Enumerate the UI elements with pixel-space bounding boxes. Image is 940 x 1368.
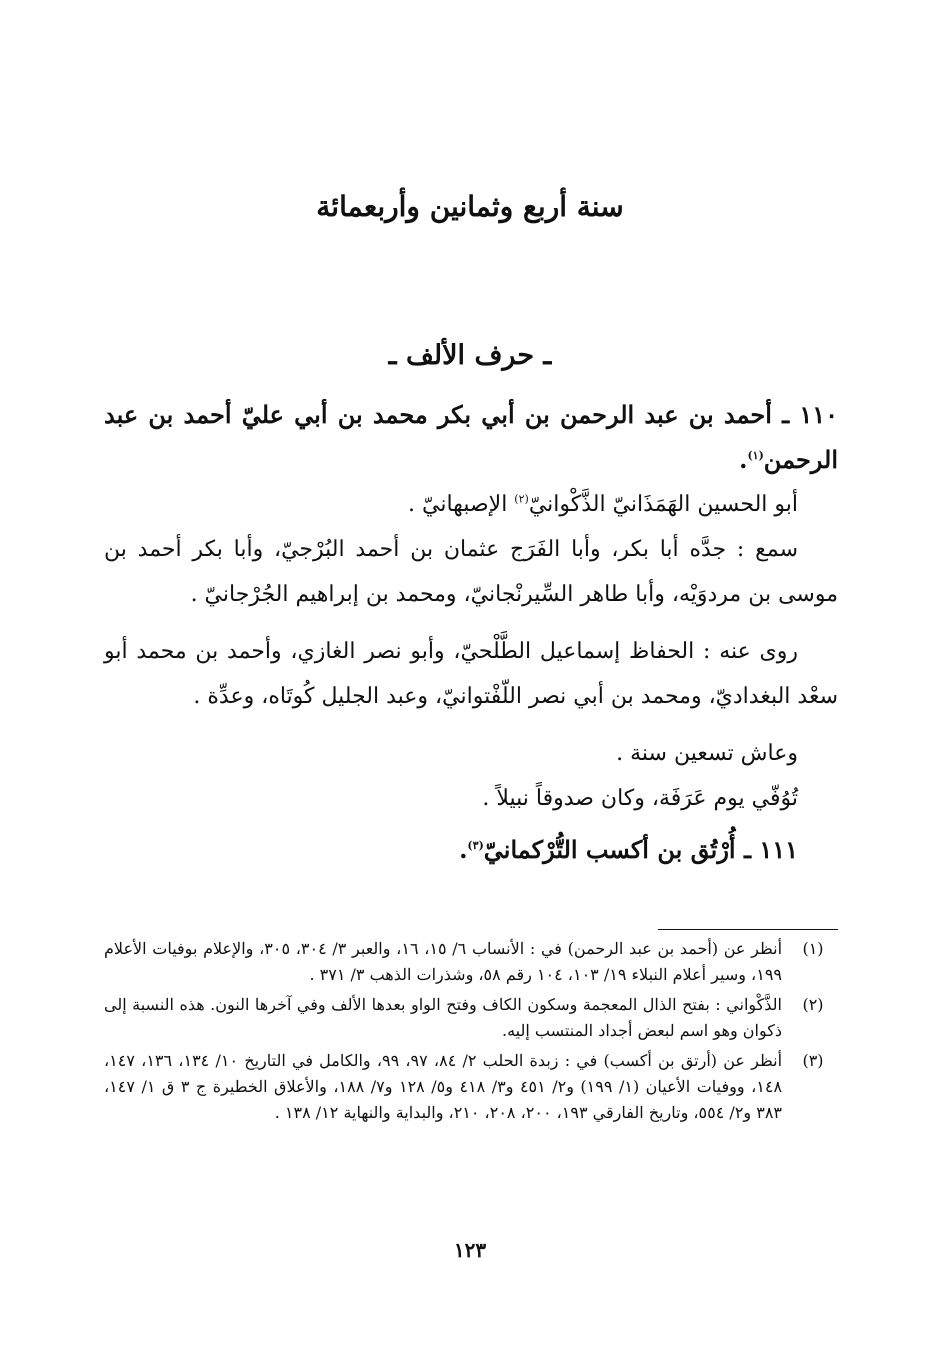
footnote-text: أنظر عن (أحمد بن عبد الرحمن) في : الأنساب ٦/ ١٥، ١٦، والعبر ٣/ ٣٠٤، ٣٠٥، والإعلام بوفيات الأعلام ١٩٩، وسير أعلام النبلاء ١٩/ ١٠٣، ١٠٤ رقم ٥٨، وشذرات الذهب ٣/ ٣٧١ .: [104, 939, 783, 984]
entry-111-heading-text: ١١١ ـ أُرْتُق بن أكسب التُّرْكمانيّ: [483, 835, 798, 864]
section-heading: ـ حرف الألف ـ: [388, 340, 552, 371]
entry-110-heading: [104, 392, 838, 482]
entry-110-kunya-end: الإصبهانيّ .: [408, 492, 515, 517]
entry-110-narrators: روى عنه : الحفاظ إسماعيل الطَّلْحيّ، وأبو نصر الغازي، وأحمد بن محمد أبو سعْد البغداديّ، ومحمد بن أبي نصر اللّفْتوانيّ، وعبد الجليل كُوتَاه، وعدِّة .: [104, 639, 838, 709]
footnote-ref-3: (٣): [467, 839, 484, 852]
page-number: ١٢٣: [453, 1238, 487, 1262]
footnote-text: أنظر عن (أرتق بن أكسب) في : زبدة الحلب ٢/ ٨٤، ٩٧، ٩٩، والكامل في التاريخ ١٠/ ١٣٤، ١٣٦، ١٤٧، ١٤٨، ووفيات الأعيان (١/ ١٩٩) و٢/ ٤٥١ و٣/ ٤١٨ و٥/ ١٢٨ و٧/ ١٨٨، والأعلاق الخطيرة ج ٣ ق ١/ ١٤٧، ٣٨٣ و٢/ ٥٥٤، وتاريخ الفارقي ١٩٣، ٢٠٠، ٢٠٨، ٢١٠، والبداية والنهاية ١٢/ ١٣٨ .: [104, 1051, 783, 1122]
chapter-title: سنة أربع وثمانين وأربعمائة: [316, 190, 624, 223]
footnote-ref-1: (١): [747, 449, 764, 462]
footnote-separator: [658, 929, 838, 930]
footnote-2: [104, 992, 844, 1044]
entry-110-heading-end: .: [739, 445, 748, 474]
entry-110-kunya-text: أبو الحسين الهَمَذَانيّ الذَّكْوانيّ: [528, 492, 798, 517]
footnote-3: [104, 1048, 844, 1126]
footnote-1: [104, 936, 844, 988]
entry-110-kunya: [104, 482, 838, 527]
entry-111-heading-end: .: [459, 835, 468, 864]
entry-110-death: تُوُفّي يوم عَرَفَة، وكان صدوقاً نبيلاً .: [482, 786, 798, 811]
footnote-number: (٣): [802, 1051, 824, 1070]
entry-110-heading-text: ١١٠ ـ أحمد بن عبد الرحمن بن أبي بكر محمد بن أبي عليّ أحمد بن عبد الرحمن: [104, 400, 838, 474]
footnote-text: الذَّكْواني : بفتح الذال المعجمة وسكون الكاف وفتح الواو بعدها الألف وفي آخرها النون. هذه النسبة إلى ذكوان وهو اسم لبعض أجداد المنتسب إليه.: [104, 995, 782, 1040]
footnote-number: (١): [802, 939, 824, 958]
footnotes: [104, 936, 844, 1130]
main-text: [104, 392, 838, 872]
entry-110-heard-from: سمع : جدَّه أبا بكر، وأبا الفَرَج عثمان بن أحمد البُرْجيّ، وأبا بكر أحمد بن موسى بن مردوَيْه، وأبا طاهر السِّيرنْجانيّ، ومحمد بن إبراهيم الجُرْجانيّ .: [104, 537, 838, 607]
entry-110-lifespan: وعاش تسعين سنة .: [616, 741, 798, 766]
entry-111-heading: [104, 827, 838, 872]
footnote-number: (٢): [802, 995, 824, 1014]
footnote-ref-2: (٢): [514, 492, 529, 506]
